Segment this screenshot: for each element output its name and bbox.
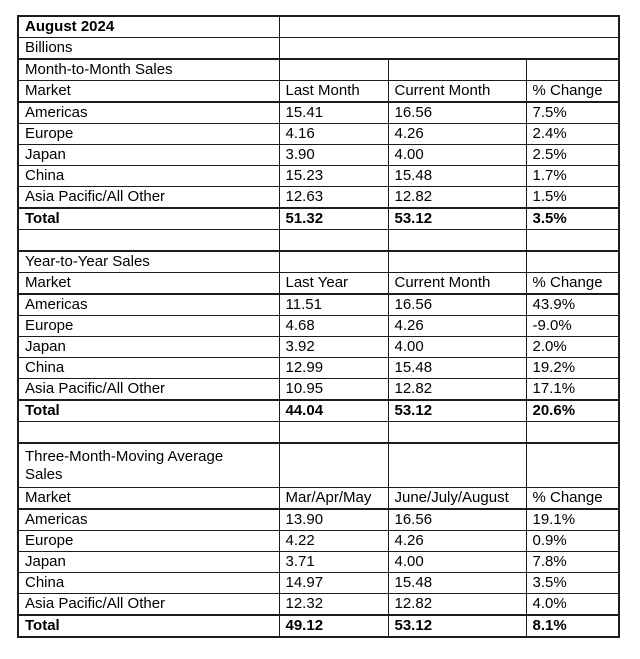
empty-cell xyxy=(279,230,388,252)
data-cell: 3.92 xyxy=(279,337,388,358)
total-cell: 49.12 xyxy=(279,615,388,637)
data-cell: 3.5% xyxy=(526,573,619,594)
table-row xyxy=(18,379,619,401)
column-header: % Change xyxy=(526,273,619,295)
market-cell: Asia Pacific/All Other xyxy=(18,379,279,401)
merged-empty-cell xyxy=(279,38,619,60)
section-3-title-row xyxy=(18,443,619,488)
data-cell: 16.56 xyxy=(388,509,526,531)
empty-cell xyxy=(388,422,526,444)
empty-cell xyxy=(388,59,526,81)
market-cell: Japan xyxy=(18,552,279,573)
market-cell: China xyxy=(18,573,279,594)
market-cell: Japan xyxy=(18,337,279,358)
data-cell: 4.26 xyxy=(388,124,526,145)
empty-cell xyxy=(388,230,526,252)
market-cell: Asia Pacific/All Other xyxy=(18,187,279,209)
section-3-header-row xyxy=(18,488,619,510)
market-cell: Asia Pacific/All Other xyxy=(18,594,279,616)
column-header: Market xyxy=(18,81,279,103)
table-row xyxy=(18,594,619,616)
section-3-total-row xyxy=(18,615,619,637)
table-row xyxy=(18,531,619,552)
column-header: Last Month xyxy=(279,81,388,103)
column-header: Market xyxy=(18,273,279,295)
table-row xyxy=(18,337,619,358)
total-cell: 53.12 xyxy=(388,400,526,422)
market-cell: Japan xyxy=(18,145,279,166)
spacer-row xyxy=(18,230,619,252)
data-cell: 15.23 xyxy=(279,166,388,187)
column-header: Market xyxy=(18,488,279,510)
section-2-total-row xyxy=(18,400,619,422)
empty-cell xyxy=(279,59,388,81)
merged-empty-cell xyxy=(279,16,619,38)
sales-report-table xyxy=(17,15,620,638)
market-cell: Europe xyxy=(18,124,279,145)
section-1-name-text: Month-to-Month Sales xyxy=(25,61,173,79)
data-cell: 13.90 xyxy=(279,509,388,531)
section-2-header-row xyxy=(18,273,619,295)
data-cell: 19.1% xyxy=(526,509,619,531)
market-cell: Europe xyxy=(18,531,279,552)
empty-cell xyxy=(388,443,526,488)
data-cell: 4.26 xyxy=(388,316,526,337)
table-row xyxy=(18,124,619,145)
section-1-total-row xyxy=(18,208,619,230)
report-subtitle: Billions xyxy=(18,38,279,60)
title-row xyxy=(18,16,619,38)
data-cell: 15.48 xyxy=(388,573,526,594)
data-cell: 11.51 xyxy=(279,294,388,316)
section-2-name-text: Year-to-Year Sales xyxy=(25,253,150,271)
empty-cell xyxy=(279,251,388,273)
data-cell: 12.82 xyxy=(388,379,526,401)
section-2-title-row xyxy=(18,251,619,273)
data-cell: 10.95 xyxy=(279,379,388,401)
total-cell: 20.6% xyxy=(526,400,619,422)
data-cell: 2.0% xyxy=(526,337,619,358)
data-cell: 4.26 xyxy=(388,531,526,552)
data-cell: 2.4% xyxy=(526,124,619,145)
market-cell: China xyxy=(18,358,279,379)
total-label: Total xyxy=(18,615,279,637)
data-cell: 17.1% xyxy=(526,379,619,401)
empty-cell xyxy=(18,422,279,444)
data-cell: 7.5% xyxy=(526,102,619,124)
total-label: Total xyxy=(18,400,279,422)
empty-cell xyxy=(526,59,619,81)
section-2-name xyxy=(18,251,279,273)
column-header: % Change xyxy=(526,81,619,103)
table-row xyxy=(18,166,619,187)
section-1-header-row xyxy=(18,81,619,103)
spacer-row xyxy=(18,422,619,444)
data-cell: 16.56 xyxy=(388,294,526,316)
data-cell: 12.82 xyxy=(388,187,526,209)
data-cell: -9.0% xyxy=(526,316,619,337)
data-cell: 12.82 xyxy=(388,594,526,616)
column-header: Last Year xyxy=(279,273,388,295)
data-cell: 15.41 xyxy=(279,102,388,124)
market-cell: China xyxy=(18,166,279,187)
market-cell: Americas xyxy=(18,102,279,124)
section-1-name xyxy=(18,59,279,81)
column-header: Mar/Apr/May xyxy=(279,488,388,510)
column-header: % Change xyxy=(526,488,619,510)
total-cell: 44.04 xyxy=(279,400,388,422)
empty-cell xyxy=(279,422,388,444)
table-row xyxy=(18,102,619,124)
data-cell: 4.00 xyxy=(388,145,526,166)
data-cell: 1.7% xyxy=(526,166,619,187)
data-cell: 4.00 xyxy=(388,552,526,573)
total-cell: 8.1% xyxy=(526,615,619,637)
total-cell: 53.12 xyxy=(388,615,526,637)
column-header: Current Month xyxy=(388,81,526,103)
column-header: Current Month xyxy=(388,273,526,295)
subtitle-row xyxy=(18,38,619,60)
table-row xyxy=(18,509,619,531)
data-cell: 1.5% xyxy=(526,187,619,209)
data-cell: 4.0% xyxy=(526,594,619,616)
table-row xyxy=(18,316,619,337)
data-cell: 4.16 xyxy=(279,124,388,145)
data-cell: 4.00 xyxy=(388,337,526,358)
table-row xyxy=(18,552,619,573)
market-cell: Europe xyxy=(18,316,279,337)
data-cell: 7.8% xyxy=(526,552,619,573)
section-1-title-row xyxy=(18,59,619,81)
data-cell: 14.97 xyxy=(279,573,388,594)
total-label: Total xyxy=(18,208,279,230)
data-cell: 0.9% xyxy=(526,531,619,552)
data-cell: 3.71 xyxy=(279,552,388,573)
total-cell: 51.32 xyxy=(279,208,388,230)
section-3-name-text: Three-Month-Moving Average Sales xyxy=(25,448,224,483)
section-3-name xyxy=(18,443,279,488)
table-row xyxy=(18,187,619,209)
data-cell: 15.48 xyxy=(388,166,526,187)
column-header: June/July/August xyxy=(388,488,526,510)
report-title: August 2024 xyxy=(18,16,279,38)
empty-cell xyxy=(526,251,619,273)
total-cell: 3.5% xyxy=(526,208,619,230)
data-cell: 3.90 xyxy=(279,145,388,166)
empty-cell xyxy=(18,230,279,252)
table-row xyxy=(18,358,619,379)
data-cell: 15.48 xyxy=(388,358,526,379)
market-cell: Americas xyxy=(18,509,279,531)
empty-cell xyxy=(279,443,388,488)
data-cell: 12.32 xyxy=(279,594,388,616)
empty-cell xyxy=(526,422,619,444)
data-cell: 12.63 xyxy=(279,187,388,209)
empty-cell xyxy=(526,443,619,488)
data-cell: 12.99 xyxy=(279,358,388,379)
data-cell: 4.22 xyxy=(279,531,388,552)
empty-cell xyxy=(526,230,619,252)
data-cell: 16.56 xyxy=(388,102,526,124)
table-row xyxy=(18,145,619,166)
table-row xyxy=(18,573,619,594)
data-cell: 4.68 xyxy=(279,316,388,337)
market-cell: Americas xyxy=(18,294,279,316)
data-cell: 2.5% xyxy=(526,145,619,166)
total-cell: 53.12 xyxy=(388,208,526,230)
table-row xyxy=(18,294,619,316)
empty-cell xyxy=(388,251,526,273)
data-cell: 43.9% xyxy=(526,294,619,316)
data-cell: 19.2% xyxy=(526,358,619,379)
